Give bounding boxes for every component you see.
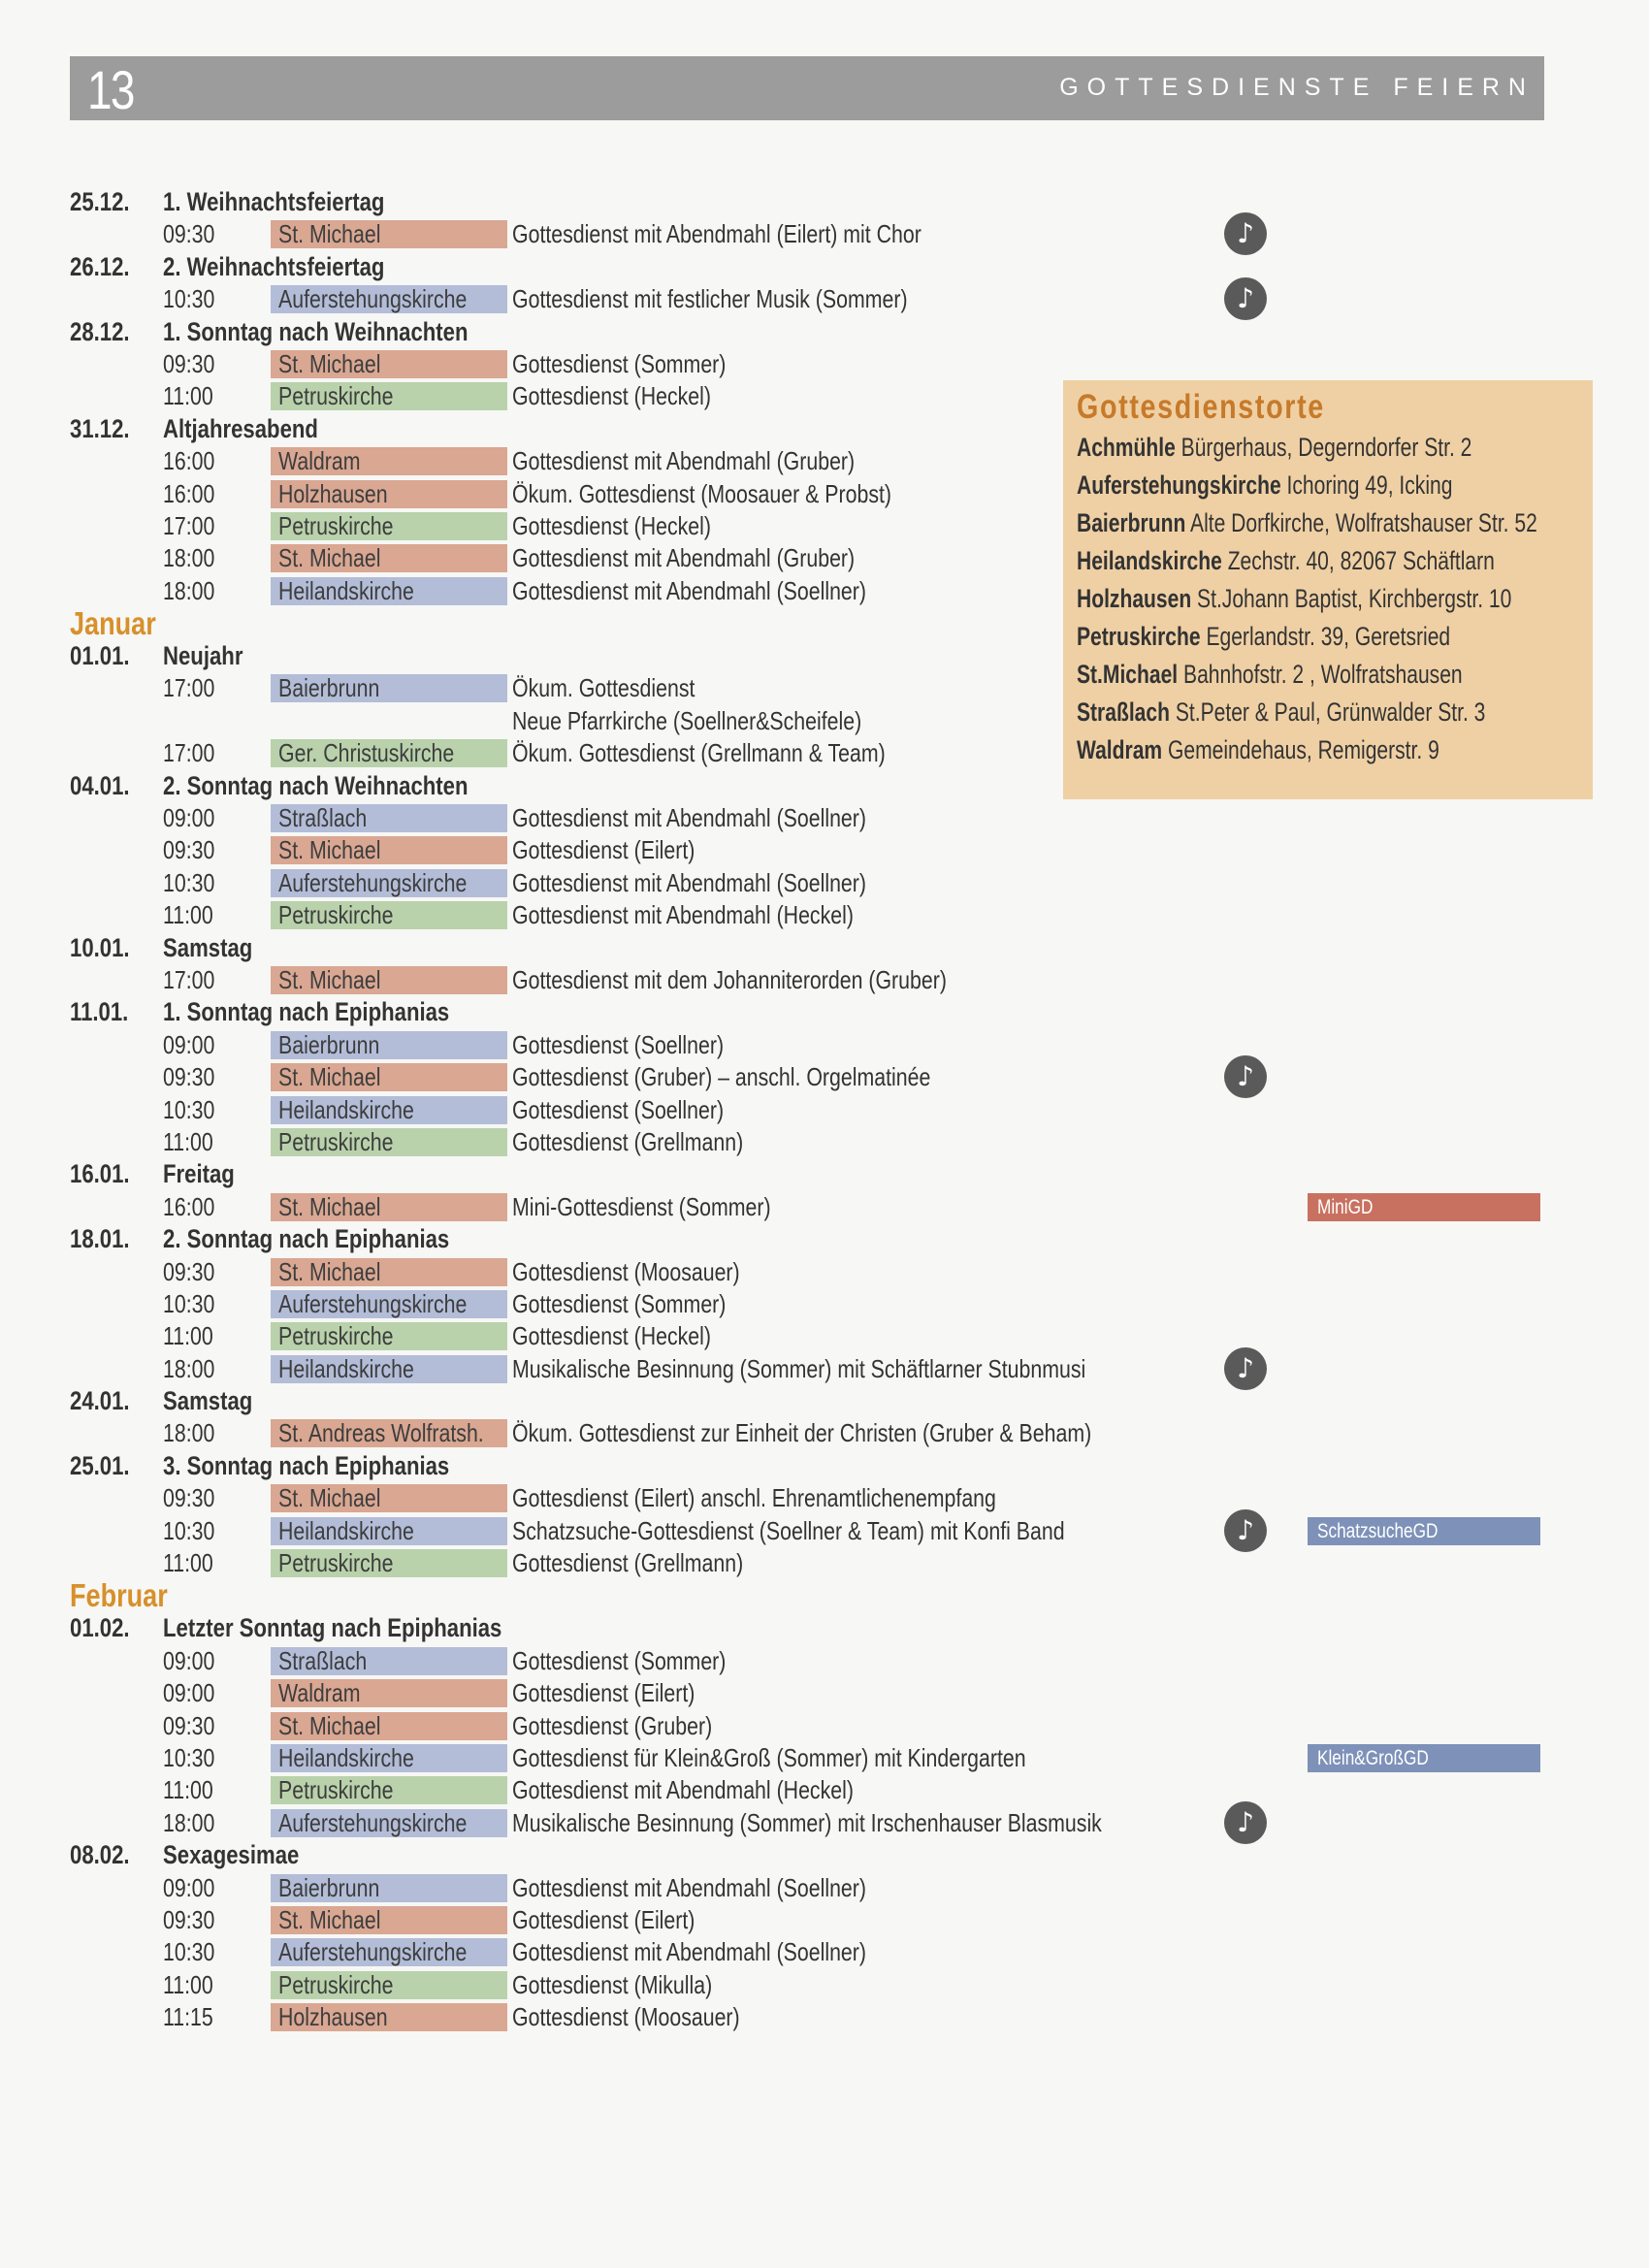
service-tag-label: SchatzsucheGD: [1317, 1519, 1439, 1542]
service-time: 18:00: [163, 575, 215, 605]
day-title: 2. Weihnachtsfeiertag: [163, 251, 385, 281]
location-entry: [1077, 467, 1537, 504]
service-description: Ökum. Gottesdienst zur Einheit der Christen (Gruber & Beham): [512, 1418, 1092, 1448]
service-location-label: Petruskirche: [278, 1776, 394, 1805]
location-name: Auferstehungskirche: [1077, 470, 1281, 500]
service-location-label: St. Michael: [278, 836, 381, 865]
service-time: 16:00: [163, 446, 215, 476]
service-description: Gottesdienst (Sommer): [512, 1288, 727, 1318]
day-title: Letzter Sonntag nach Epiphanias: [163, 1613, 502, 1643]
service-location: [271, 739, 507, 767]
music-note-icon: ♪: [1224, 1801, 1267, 1844]
service-time: 18:00: [163, 543, 215, 573]
service-description: Gottesdienst mit Abendmahl (Soellner): [512, 575, 867, 605]
service-time: 18:00: [163, 1353, 215, 1383]
service-time: 09:00: [163, 1678, 215, 1708]
service-description: Gottesdienst (Heckel): [512, 510, 711, 540]
service-location: [271, 1906, 507, 1934]
service-row: [70, 802, 1583, 834]
day-title: Altjahresabend: [163, 413, 318, 443]
service-location: [271, 1647, 507, 1675]
service-description: Gottesdienst (Sommer): [512, 348, 727, 378]
service-location: [271, 1193, 507, 1221]
page-number: 13: [87, 59, 134, 120]
locations-title: Gottesdienstorte: [1077, 388, 1325, 426]
day-date: 10.01.: [70, 932, 130, 962]
service-location-label: Petruskirche: [278, 1127, 394, 1156]
day-title: Neujahr: [163, 641, 243, 671]
service-location: [271, 1776, 507, 1804]
service-row: [70, 1288, 1583, 1320]
day-date: 01.02.: [70, 1613, 130, 1643]
service-time: 10:30: [163, 1937, 215, 1967]
service-location: [271, 480, 507, 508]
service-location-label: Petruskirche: [278, 1322, 394, 1351]
service-location: [271, 1031, 507, 1059]
service-location: [271, 350, 507, 378]
service-location-label: Waldram: [278, 447, 361, 476]
service-time: 09:30: [163, 348, 215, 378]
service-location-label: Petruskirche: [278, 382, 394, 411]
service-time: 10:30: [163, 284, 215, 314]
service-description: Gottesdienst (Mikulla): [512, 1969, 713, 1999]
service-location-label: Auferstehungskirche: [278, 1938, 468, 1967]
service-location-label: St. Michael: [278, 1484, 381, 1513]
service-location-label: Baierbrunn: [278, 1030, 380, 1059]
service-row: [70, 867, 1583, 899]
day-title: Freitag: [163, 1159, 235, 1189]
service-location-label: Heilandskirche: [278, 1354, 414, 1383]
day-heading-row: [70, 1839, 1583, 1871]
service-time: 09:00: [163, 1872, 215, 1902]
service-location: [271, 1258, 507, 1286]
day-date: 08.02.: [70, 1840, 130, 1870]
service-row: [70, 348, 1583, 380]
service-description: Gottesdienst (Soellner): [512, 1029, 725, 1059]
service-row: [70, 1904, 1583, 1936]
day-date: 01.01.: [70, 641, 130, 671]
location-entry: [1077, 580, 1537, 618]
service-row: [70, 899, 1583, 931]
day-date: 31.12.: [70, 413, 130, 443]
service-time: 10:30: [163, 1742, 215, 1772]
service-description: Gottesdienst (Gruber): [512, 1710, 713, 1740]
day-date: 25.12.: [70, 187, 130, 216]
service-location: [271, 512, 507, 540]
service-time: 09:00: [163, 1029, 215, 1059]
service-location: [271, 1484, 507, 1512]
service-description: Mini-Gottesdienst (Sommer): [512, 1191, 771, 1221]
location-address: St.Peter & Paul, Grünwalder Str. 3: [1175, 697, 1486, 727]
day-heading-row: [70, 1223, 1583, 1255]
service-time: 09:30: [163, 219, 215, 249]
service-location-label: St. Michael: [278, 349, 381, 378]
location-entry: [1077, 656, 1537, 694]
service-description: Ökum. Gottesdienst (Grellmann & Team): [512, 738, 886, 768]
service-location: [271, 901, 507, 929]
service-location: [271, 1679, 507, 1707]
day-heading-row: [70, 1612, 1583, 1644]
service-row: [70, 1029, 1583, 1061]
service-tag-badge: [1308, 1744, 1540, 1772]
service-description: Gottesdienst (Eilert) anschl. Ehrenamtlichenempfang: [512, 1483, 996, 1513]
service-description: Gottesdienst (Soellner): [512, 1094, 725, 1124]
service-location: [271, 1712, 507, 1740]
service-description: Gottesdienst mit Abendmahl (Eilert) mit Chor: [512, 219, 922, 249]
day-heading-row: [70, 1158, 1583, 1190]
service-location: [271, 1517, 507, 1545]
day-title: Samstag: [163, 1386, 253, 1416]
service-row: [70, 1936, 1583, 1968]
location-address: Egerlandstr. 39, Geretsried: [1206, 622, 1451, 651]
service-row: [70, 1126, 1583, 1158]
service-row: [70, 1969, 1583, 2001]
service-time: 17:00: [163, 964, 215, 994]
day-title: Sexagesimae: [163, 1840, 300, 1870]
service-tag-label: Klein&GroßGD: [1317, 1746, 1429, 1769]
service-location: [271, 220, 507, 248]
service-location: [271, 1128, 507, 1156]
service-time: 17:00: [163, 673, 215, 703]
location-entry: [1077, 618, 1537, 656]
day-heading-row: [70, 996, 1583, 1028]
service-location-label: St. Michael: [278, 1063, 381, 1092]
service-row: [70, 218, 1583, 250]
service-location-label: St. Michael: [278, 1257, 381, 1286]
day-heading-row: [70, 251, 1583, 283]
location-name: Petruskirche: [1077, 622, 1201, 651]
day-date: 28.12.: [70, 316, 130, 346]
service-location-label: St. Michael: [278, 1192, 381, 1221]
service-time: 11:00: [163, 381, 213, 411]
day-heading-row: [70, 1450, 1583, 1482]
service-description: Musikalische Besinnung (Sommer) mit Schäftlarner Stubnmusi: [512, 1353, 1086, 1383]
location-entry: [1077, 504, 1537, 542]
service-description: Gottesdienst (Grellmann): [512, 1126, 744, 1156]
service-location: [271, 966, 507, 994]
day-date: 26.12.: [70, 251, 130, 281]
service-row: [70, 1094, 1583, 1126]
service-row: [70, 1547, 1583, 1579]
service-location-label: Petruskirche: [278, 1970, 394, 1999]
day-date: 11.01.: [70, 997, 129, 1027]
service-row: [70, 1645, 1583, 1677]
day-title: 1. Sonntag nach Epiphanias: [163, 997, 450, 1027]
service-location: [271, 1971, 507, 1999]
service-time: 11:00: [163, 1775, 213, 1805]
service-description: Gottesdienst mit Abendmahl (Heckel): [512, 1775, 854, 1805]
service-description: Gottesdienst (Moosauer): [512, 1256, 740, 1286]
service-location: [271, 1744, 507, 1772]
service-description: Gottesdienst (Heckel): [512, 1321, 711, 1351]
service-location-label: Baierbrunn: [278, 674, 380, 703]
day-heading-row: [70, 932, 1583, 964]
service-location: [271, 869, 507, 897]
service-tag-label: MiniGD: [1317, 1195, 1374, 1218]
location-address: Ichoring 49, Icking: [1286, 470, 1453, 500]
service-time: 11:00: [163, 1548, 213, 1578]
service-location-label: Auferstehungskirche: [278, 1289, 468, 1318]
service-location-label: St. Michael: [278, 1711, 381, 1740]
service-location-label: St. Michael: [278, 1905, 381, 1934]
day-title: 1. Weihnachtsfeiertag: [163, 187, 385, 216]
service-description: Gottesdienst (Sommer): [512, 1645, 727, 1675]
service-description: Neue Pfarrkirche (Soellner&Scheifele): [512, 705, 862, 735]
service-description: Gottesdienst mit Abendmahl (Gruber): [512, 446, 856, 476]
service-row: [70, 1710, 1583, 1742]
service-time: 10:30: [163, 1288, 215, 1318]
service-time: 09:30: [163, 1710, 215, 1740]
service-row: [70, 1742, 1583, 1774]
day-date: 18.01.: [70, 1224, 130, 1254]
service-location: [271, 674, 507, 702]
service-description: Gottesdienst mit Abendmahl (Gruber): [512, 543, 856, 573]
service-location: [271, 2003, 507, 2031]
month-heading: Januar: [70, 605, 156, 642]
service-location: [271, 1322, 507, 1350]
service-location: [271, 804, 507, 832]
day-title: Samstag: [163, 932, 253, 962]
music-note-icon: ♪: [1224, 1347, 1267, 1390]
service-location: [271, 1809, 507, 1837]
service-description: Gottesdienst (Eilert): [512, 835, 695, 865]
service-location-label: St. Andreas Wolfratsh.: [278, 1419, 484, 1448]
service-location-label: St. Michael: [278, 965, 381, 994]
day-title: 1. Sonntag nach Weihnachten: [163, 316, 469, 346]
service-description: Gottesdienst (Gruber) – anschl. Orgelmatinée: [512, 1062, 931, 1092]
service-row: [70, 964, 1583, 996]
day-title: 2. Sonntag nach Epiphanias: [163, 1224, 450, 1254]
service-location-label: St. Michael: [278, 544, 381, 573]
service-location-label: Holzhausen: [278, 2003, 388, 2032]
service-row: [70, 1061, 1583, 1093]
locations-list: [1077, 429, 1649, 769]
service-time: 09:00: [163, 1645, 215, 1675]
location-address: Gemeindehaus, Remigerstr. 9: [1168, 735, 1439, 764]
service-location: [271, 836, 507, 864]
location-name: St.Michael: [1077, 660, 1179, 689]
service-time: 10:30: [163, 1094, 215, 1124]
service-row: [70, 1515, 1583, 1547]
music-note-icon: ♪: [1224, 1055, 1267, 1098]
service-row: [70, 1417, 1583, 1449]
service-time: 11:15: [163, 2002, 213, 2032]
service-location-label: Petruskirche: [278, 511, 394, 540]
month-heading: Februar: [70, 1577, 168, 1614]
location-address: Alte Dorfkirche, Wolfratshauser Str. 52: [1190, 508, 1537, 537]
music-note-icon: ♪: [1224, 1509, 1267, 1552]
service-location-label: Heilandskirche: [278, 576, 414, 605]
service-time: 10:30: [163, 867, 215, 897]
service-location: [271, 577, 507, 605]
service-location-label: Baierbrunn: [278, 1873, 380, 1902]
service-description: Gottesdienst mit festlicher Musik (Sommer): [512, 284, 908, 314]
service-description: Ökum. Gottesdienst (Moosauer & Probst): [512, 478, 892, 508]
service-location-label: Auferstehungskirche: [278, 285, 468, 314]
service-description: Gottesdienst mit dem Johanniterorden (Gruber): [512, 964, 947, 994]
service-row: [70, 1677, 1583, 1709]
service-time: 18:00: [163, 1418, 215, 1448]
location-address: Bahnhofstr. 2 , Wolfratshausen: [1183, 660, 1463, 689]
location-name: Straßlach: [1077, 697, 1170, 727]
service-description: Gottesdienst mit Abendmahl (Soellner): [512, 803, 867, 833]
service-location-label: Heilandskirche: [278, 1743, 414, 1772]
service-time: 09:30: [163, 1062, 215, 1092]
service-time: 17:00: [163, 510, 215, 540]
service-location-label: Straßlach: [278, 1646, 368, 1675]
service-location: [271, 1938, 507, 1966]
service-row: [70, 283, 1583, 315]
music-note-icon: ♪: [1224, 212, 1267, 255]
service-location: [271, 1419, 507, 1447]
service-location: [271, 1549, 507, 1577]
service-time: 16:00: [163, 1191, 215, 1221]
service-description: Ökum. Gottesdienst: [512, 673, 695, 703]
service-tag-badge: [1308, 1517, 1540, 1545]
service-description: Schatzsuche-Gottesdienst (Soellner & Team) mit Konfi Band: [512, 1515, 1065, 1545]
service-location-label: Holzhausen: [278, 479, 388, 508]
service-location-label: St. Michael: [278, 220, 381, 249]
service-location-label: Auferstehungskirche: [278, 1808, 468, 1837]
month-heading-row: [70, 1579, 1583, 1612]
location-address: Zechstr. 40, 82067 Schäftlarn: [1227, 546, 1495, 575]
day-heading-row: [70, 186, 1583, 218]
service-row: [70, 1320, 1583, 1352]
music-note-icon: ♪: [1224, 277, 1267, 320]
service-time: 11:00: [163, 1321, 213, 1351]
service-time: 17:00: [163, 738, 215, 768]
service-location-label: Petruskirche: [278, 1549, 394, 1578]
service-location: [271, 447, 507, 475]
service-description: Gottesdienst mit Abendmahl (Soellner): [512, 1872, 867, 1902]
service-description: Gottesdienst mit Abendmahl (Soellner): [512, 867, 867, 897]
service-location-label: Waldram: [278, 1679, 361, 1708]
service-location-label: Heilandskirche: [278, 1516, 414, 1545]
service-location-label: Straßlach: [278, 804, 368, 833]
service-location-label: Auferstehungskirche: [278, 868, 468, 897]
service-location: [271, 544, 507, 572]
service-row: [70, 1807, 1583, 1839]
day-date: 25.01.: [70, 1450, 130, 1480]
service-description: Musikalische Besinnung (Sommer) mit Irschenhauser Blasmusik: [512, 1807, 1102, 1837]
service-description: Gottesdienst mit Abendmahl (Soellner): [512, 1937, 867, 1967]
service-location: [271, 1063, 507, 1091]
service-location-label: Heilandskirche: [278, 1095, 414, 1124]
locations-box: [1063, 380, 1593, 799]
location-name: Heilandskirche: [1077, 546, 1222, 575]
service-location-label: Ger. Christuskirche: [278, 739, 455, 768]
day-date: 16.01.: [70, 1159, 130, 1189]
service-time: 09:30: [163, 1904, 215, 1934]
service-row: [70, 1353, 1583, 1385]
service-row: [70, 1872, 1583, 1904]
service-location: [271, 1096, 507, 1124]
service-time: 18:00: [163, 1807, 215, 1837]
service-time: 09:30: [163, 1483, 215, 1513]
day-title: 2. Sonntag nach Weihnachten: [163, 770, 469, 800]
service-row: [70, 834, 1583, 866]
section-title: GOTTESDIENSTE FEIERN: [1059, 74, 1535, 101]
service-location-label: Petruskirche: [278, 901, 394, 930]
service-row: [70, 2001, 1583, 2033]
day-date: 04.01.: [70, 770, 130, 800]
service-time: 11:00: [163, 900, 213, 930]
service-description: Gottesdienst (Eilert): [512, 1678, 695, 1708]
service-description: Gottesdienst (Grellmann): [512, 1548, 744, 1578]
location-address: St.Johann Baptist, Kirchbergstr. 10: [1197, 584, 1512, 613]
location-entry: [1077, 429, 1537, 467]
service-description: Gottesdienst (Heckel): [512, 381, 711, 411]
service-time: 11:00: [163, 1969, 213, 1999]
location-name: Achmühle: [1077, 433, 1176, 462]
day-title: 3. Sonntag nach Epiphanias: [163, 1450, 450, 1480]
service-row: [70, 1774, 1583, 1806]
page-header: [70, 56, 1544, 120]
location-name: Baierbrunn: [1077, 508, 1186, 537]
location-name: Holzhausen: [1077, 584, 1192, 613]
service-time: 09:30: [163, 1256, 215, 1286]
service-row: [70, 1482, 1583, 1514]
service-time: 09:00: [163, 803, 215, 833]
service-time: 10:30: [163, 1515, 215, 1545]
location-name: Waldram: [1077, 735, 1163, 764]
service-description: Gottesdienst (Moosauer): [512, 2002, 740, 2032]
day-date: 24.01.: [70, 1386, 130, 1416]
location-entry: [1077, 542, 1537, 580]
service-location: [271, 382, 507, 410]
service-time: 11:00: [163, 1126, 213, 1156]
location-entry: [1077, 694, 1537, 731]
service-time: 09:30: [163, 835, 215, 865]
service-description: Gottesdienst (Eilert): [512, 1904, 695, 1934]
service-location: [271, 1290, 507, 1318]
service-description: Gottesdienst für Klein&Groß (Sommer) mit Kindergarten: [512, 1742, 1026, 1772]
location-address: Bürgerhaus, Degerndorfer Str. 2: [1180, 433, 1472, 462]
location-entry: [1077, 731, 1537, 769]
service-location: [271, 285, 507, 313]
day-heading-row: [70, 1385, 1583, 1417]
service-time: 16:00: [163, 478, 215, 508]
service-row: [70, 1191, 1583, 1223]
day-heading-row: [70, 316, 1583, 348]
service-row: [70, 1256, 1583, 1288]
service-location: [271, 1874, 507, 1902]
service-tag-badge: [1308, 1193, 1540, 1221]
service-location: [271, 1355, 507, 1383]
service-description: Gottesdienst mit Abendmahl (Heckel): [512, 900, 854, 930]
